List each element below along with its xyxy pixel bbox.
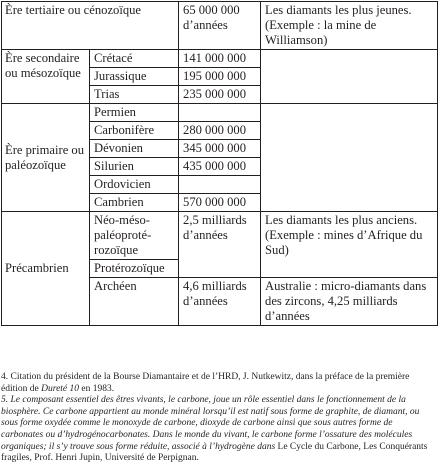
period-cell: Archéen <box>90 278 179 326</box>
age-cell <box>179 104 261 122</box>
footnote-5-credit: , Prof. Henri Jupin, Université de Perpignan. <box>29 453 199 464</box>
age-cell: 2,5 milliards d’années <box>179 212 261 278</box>
diamond-note-cell-youngest: Les diamants les plus jeunes. (Exemple : la mine de Williamson) <box>261 2 438 50</box>
age-cell: 235 000 000 <box>179 86 261 104</box>
footnote-5-title-1: Le Cycle du Carbone <box>277 441 359 452</box>
age-cell: 435 000 000 <box>179 158 261 176</box>
period-cell: Silurien <box>90 158 179 176</box>
diamond-note-cell-australia: Australie : micro-diamants dans des zircons, 4,25 milliards d’années <box>261 278 438 326</box>
period-cell: Carbonifère <box>90 122 179 140</box>
geologic-time-table <box>1 1 438 326</box>
footnote-5-text: 5. Le composant essentiel des êtres vivants, le carbone, joue un rôle essentiel dans le fonctionnement de la biosphère. Ce carbone appartient au monde minéral lorsqu’il est natif sous forme de graphite, de diamant, ou sous forme oxydée comme le monoxyde de carbone, dioxyde de carbone ainsi que sous autres forme de carbonates ou d’hydrogénocarbonates. Dans le monde du vivant, le carbone forme l’ossature des molécules organiques; il s’y trouve sous forme réduite, associé à l’hydrogène dans <box>1 395 420 452</box>
age-cell: 4,6 milliards d’années <box>179 278 261 326</box>
age-cell: 195 000 000 <box>179 68 261 86</box>
period-cell: Jurassique <box>90 68 179 86</box>
age-cell: 280 000 000 <box>179 122 261 140</box>
footnote-4-book-title: Dureté 10 <box>41 383 80 394</box>
table-row <box>2 50 438 68</box>
footnote-5-separator: , <box>358 441 364 452</box>
table-row-tertiary <box>2 2 438 50</box>
period-cell: Dévonien <box>90 140 179 158</box>
period-cell: Ordovicien <box>90 176 179 194</box>
era-cell-precambrian: Précambrien <box>2 212 90 326</box>
footnote-4 <box>1 372 435 395</box>
period-cell: Néo-méso-paléoproté-rozoïque <box>90 212 179 260</box>
table-row <box>2 104 438 122</box>
footnote-5 <box>1 395 435 465</box>
footnotes <box>1 372 435 465</box>
table-row <box>2 212 438 260</box>
footnote-4-text: 4. Citation du président de la Bourse Diamantaire et de l’HRD, J. Nutkewitz, dans la préface de la première édition de <box>1 372 410 394</box>
footnote-5-title-2: Les Conquérants fragiles <box>1 441 428 464</box>
period-cell: Permien <box>90 104 179 122</box>
era-cell-primary: Ère primaire ou paléozoïque <box>2 104 90 212</box>
empty-cell <box>261 104 438 212</box>
age-cell: 570 000 000 <box>179 194 261 212</box>
period-cell: Trias <box>90 86 179 104</box>
age-cell: 345 000 000 <box>179 140 261 158</box>
period-cell: Protérozoïque <box>90 260 179 278</box>
era-cell-tertiary: Ère tertiaire ou cénozoïque <box>2 2 179 50</box>
period-cell: Cambrien <box>90 194 179 212</box>
footnote-4-year: en 1983. <box>79 383 115 394</box>
diamond-note-cell-oldest: Les diamants les plus anciens. (Exemple : mines d’Afrique du Sud) <box>261 212 438 278</box>
era-cell-secondary: Ère secondaire ou mésozoïque <box>2 50 90 104</box>
empty-cell <box>261 50 438 104</box>
age-cell <box>179 176 261 194</box>
age-cell-tertiary: 65 000 000 d’années <box>179 2 261 50</box>
age-cell: 141 000 000 <box>179 50 261 68</box>
period-cell: Crétacé <box>90 50 179 68</box>
